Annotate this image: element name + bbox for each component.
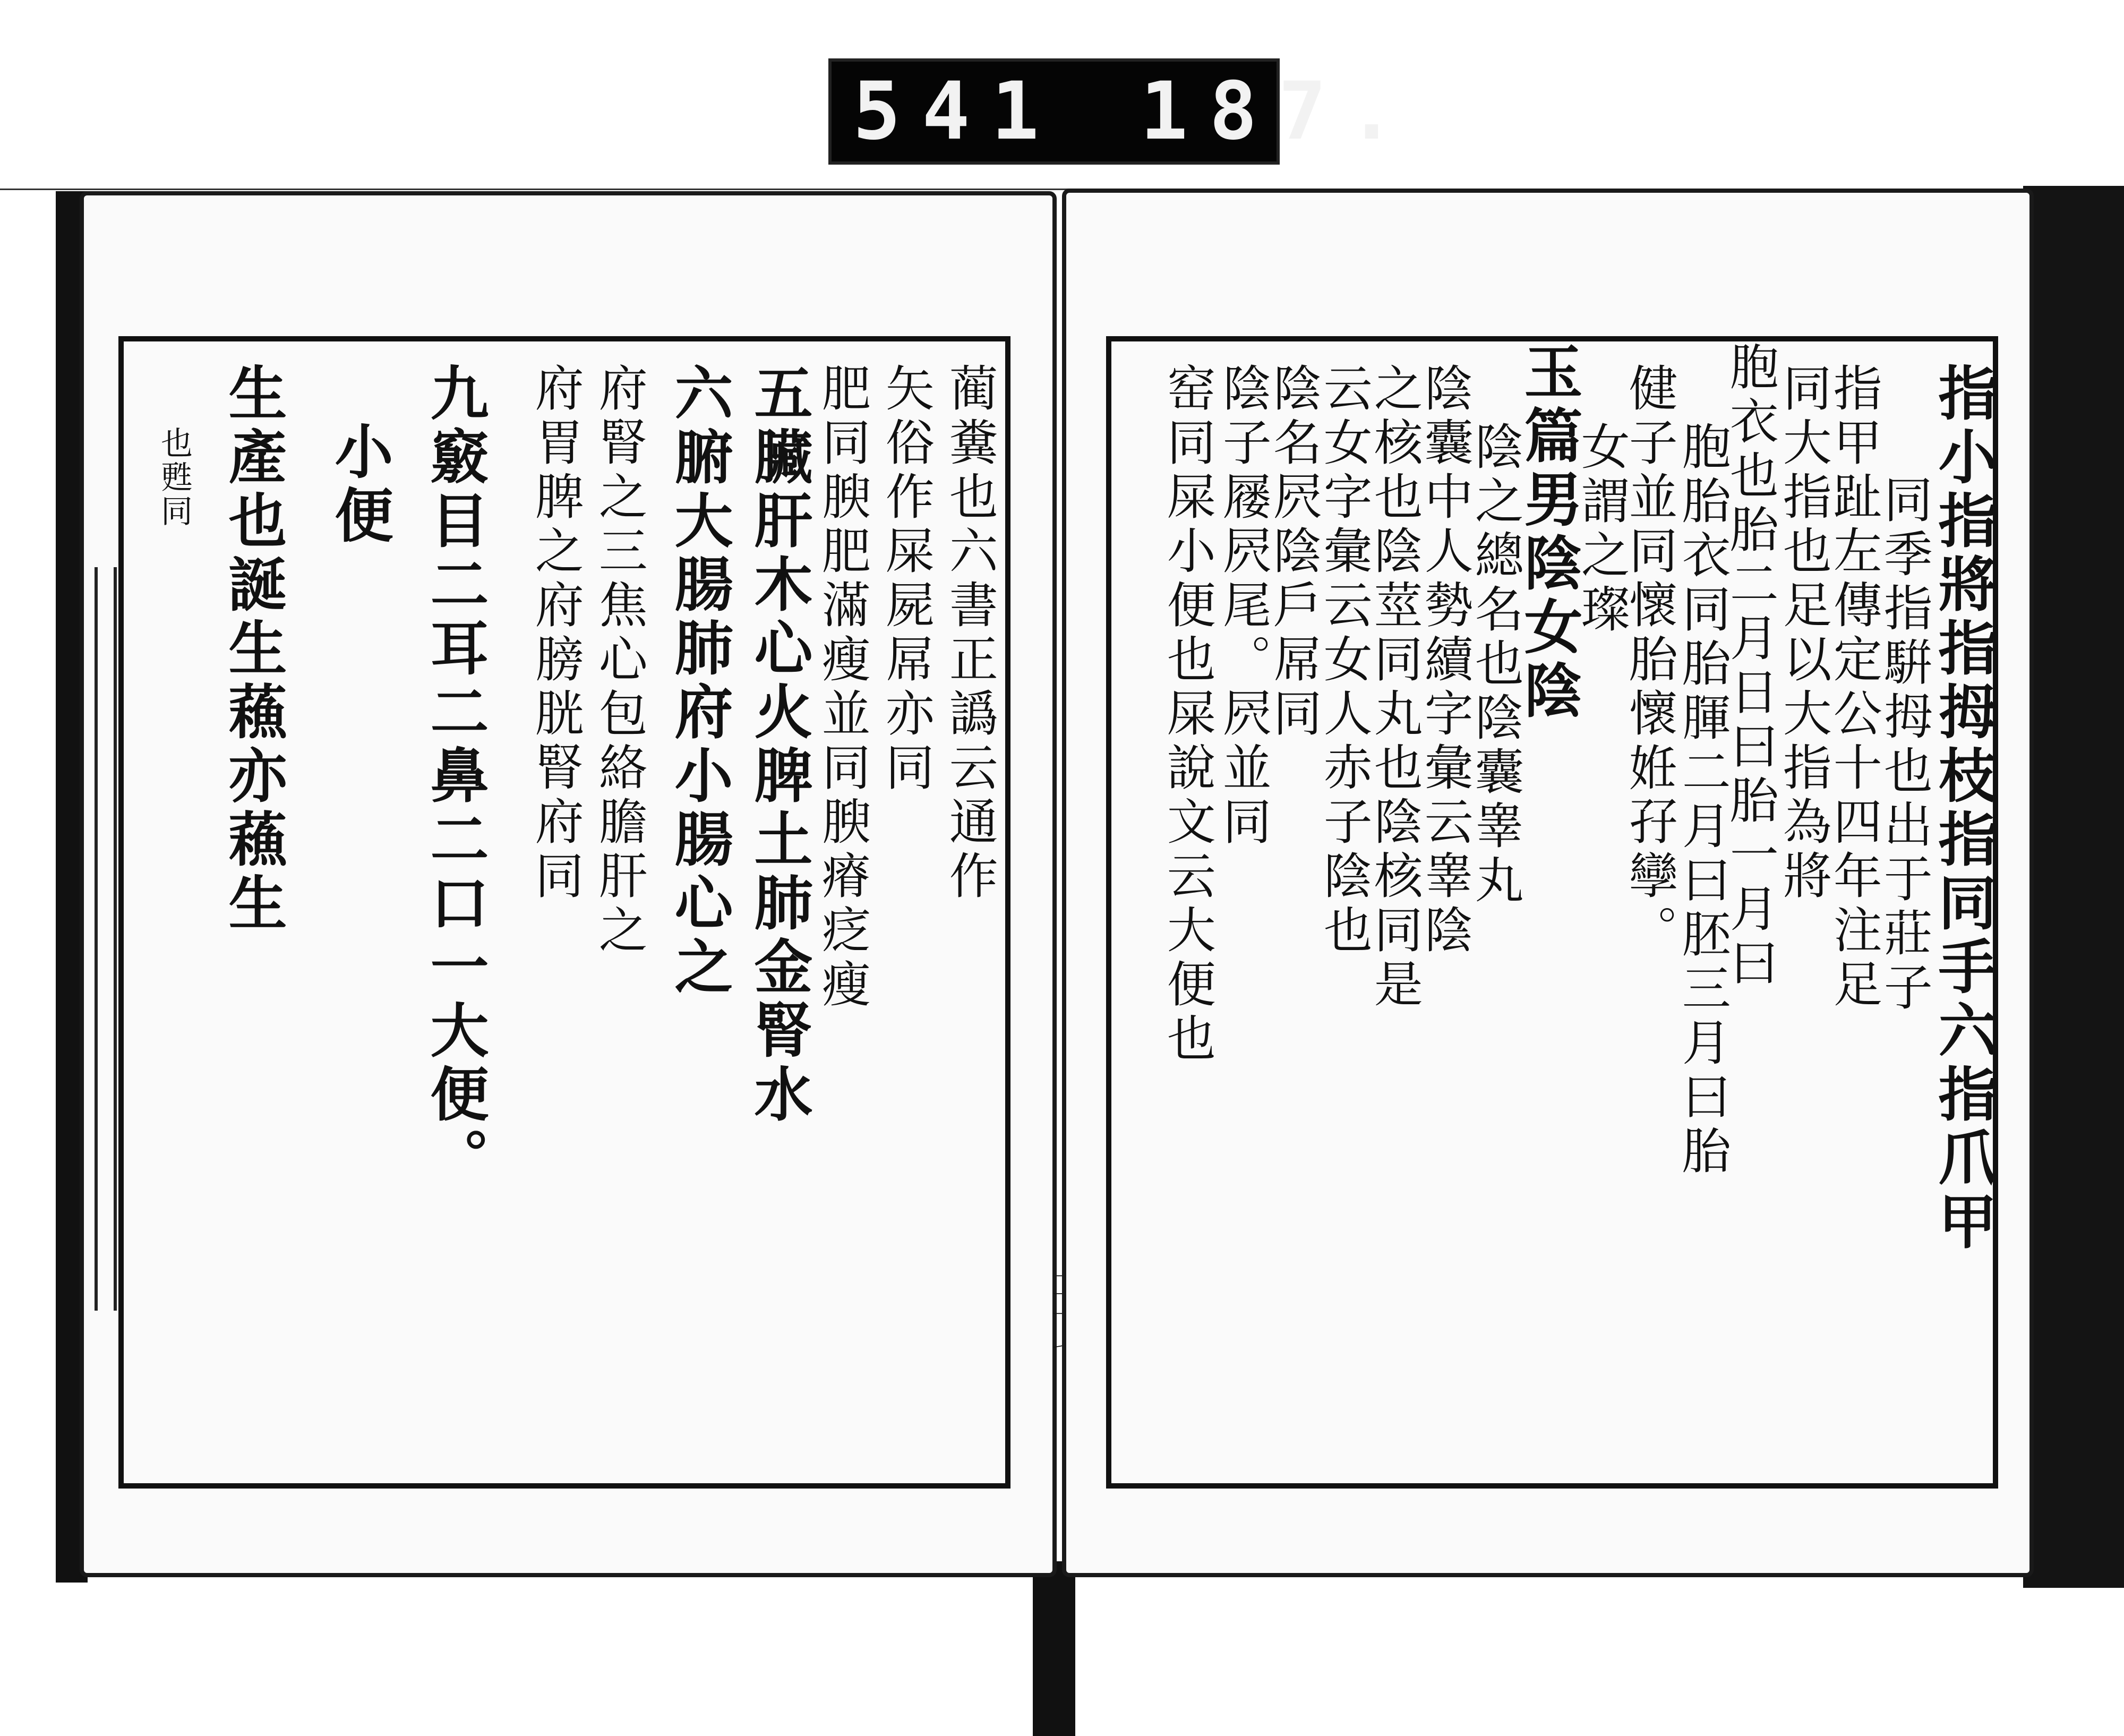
call-number-label bbox=[828, 58, 1417, 165]
left-text-frame bbox=[118, 336, 1010, 1489]
call-number-left: 541 bbox=[853, 65, 1060, 158]
text-column: 指小指將指拇枝指同手六指爪甲 bbox=[1929, 363, 1998, 1255]
text-column: 陰子屦屄尾。屄並同 bbox=[1214, 363, 1272, 850]
book-edge-right bbox=[2023, 186, 2124, 1588]
text-column: 肥同腴肥滿瘦並同腴瘠疺瘦 bbox=[813, 363, 871, 1013]
text-column: 陰之總名也陰囊睾丸 bbox=[1467, 421, 1524, 909]
text-column: 云女字彙云女人赤子陰也 bbox=[1315, 363, 1373, 959]
text-column: 窑同屎小便也屎說文云大便也 bbox=[1159, 363, 1216, 1067]
section-heading: 小便 bbox=[325, 421, 394, 549]
text-column: 指甲趾左傳定公十四年注足 bbox=[1825, 363, 1882, 1013]
text-column: 女謂之璨 bbox=[1573, 421, 1630, 638]
text-column: 同大指也足以大指為將 bbox=[1775, 363, 1832, 904]
text-column: 之核也陰莖同丸也陰核同是 bbox=[1366, 363, 1423, 1013]
book-gutter bbox=[1033, 1561, 1075, 1736]
right-page bbox=[1062, 189, 2034, 1577]
text-column: 五臟肝木心火脾土肺金腎水 bbox=[744, 363, 813, 1127]
right-text-frame bbox=[1106, 336, 1998, 1489]
left-page bbox=[80, 191, 1057, 1577]
text-column: 府腎之三焦心包絡膽肝之 bbox=[590, 363, 648, 959]
text-column: 健子並同懷胎懷姙孖孿。 bbox=[1621, 363, 1678, 959]
text-column: 六腑大腸肺府小腸心之 bbox=[665, 363, 734, 1000]
spine-mark bbox=[95, 567, 117, 1311]
text-column: 九竅目二耳二鼻二口一大便。 bbox=[421, 363, 490, 1191]
text-column: 胞衣也胎二月日曰胎一月曰 bbox=[1722, 341, 1779, 991]
call-number-right: 187. bbox=[1140, 65, 1417, 158]
text-column: 陰名屄陰戶屌同 bbox=[1265, 363, 1322, 742]
text-column: 生產也誕生蘓亦蘓生 bbox=[219, 363, 288, 936]
text-column: 同季指騈拇也出于莊子 bbox=[1875, 474, 1933, 1016]
text-column: 蔺糞也六書正譌云通作 bbox=[941, 363, 998, 904]
text-column: 胞胎衣同胎腪二月曰胚三月曰胎 bbox=[1674, 421, 1731, 1179]
text-column: 矢俗作屎屍屌亦同 bbox=[877, 363, 935, 796]
text-column: 府胃脾之府膀胱腎府同 bbox=[527, 363, 584, 904]
text-column: 也甦同 bbox=[156, 426, 193, 528]
text-column: 陰囊中人勢續字彙云睾陰 bbox=[1416, 363, 1474, 959]
text-column: 玉篇男陰女陰 bbox=[1514, 341, 1583, 724]
